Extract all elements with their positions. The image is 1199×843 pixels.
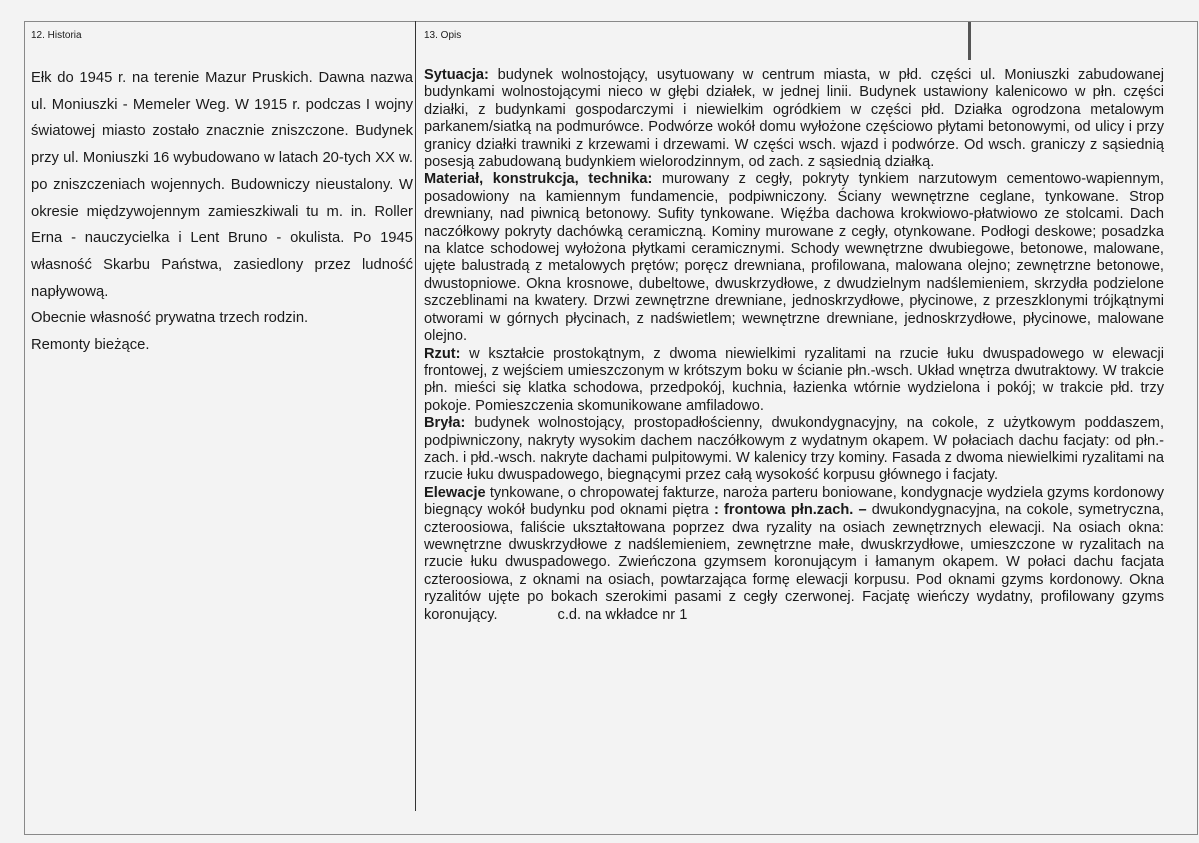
material-text: murowany z cegły, pokryty tynkiem narzutowym cementowo-wapiennym, posadowiony na kamiennym fundamencie, podpiwniczony. Ściany wewnętrzne ceglane, tynkowane. Strop drewniany, nad piwnicą betonowy. Sufity tynkowane. Więźba dachowa krokwiowo-płatwiowo ze stolcami. Dach naczółkowy pokryty dachówką ceramiczną. Kominy murowane z cegły, otynkowane. Podłogi deskowe; posadzka na klatce schodowej wyłożona płytkami ceramicznymi. Schody wewnętrzne dwubiegowe, betonowe, malowane, ujęte balustradą z metalowych prętów; poręcz drewniana, profilowana, malowana olejno; zewnętrzne betonowe, dwustopniowe. Okna krosnowe, dubeltowe, dwuskrzydłowe, z dwudzielnym nadślemieniem, skrzydła podzielone szczeblinami na kwatery. Drzwi zewnętrzne drewniane, jednoskrzydłowe, płycinowe, z przeszklonymi trójkątnymi otworami w górnych płycinach, z nadświetlem; wewnętrzne drewniane, jednoskrzydłowe, płycinowe, malowane olejno. bbox=[424, 171, 1164, 345]
bryla-label: Bryła: bbox=[424, 415, 466, 432]
historia-header: 12. Historia bbox=[31, 30, 82, 41]
opis-elewacje bbox=[424, 485, 1164, 624]
sytuacja-text: budynek wolnostojący, usytuowany w centrum miasta, w płd. części ul. Moniuszki zabudowanej budynkami wolnostojącymi nieco w głębi działek, w jednej linii. Budynek ustawiony kalenicowo w płn. części działki, z budynkami gospodarczymi i niewielkim ogródkiem w części płd. Działka ogrodzona metalowym parkanem/siatką na podmurówce. Podwórze wokół domu wyłożone częściowo płytami betonowymi, od ulicy i przy granicy działki trawniki z krzewami i drzewami. W części wsch. wjazd i podwórze. Od wsch. graniczy z sąsiednią posesją zabudowaną budynkiem wielorodzinnym, od zach. z sąsiednią działką. bbox=[424, 67, 1164, 171]
opis-material bbox=[424, 171, 1164, 345]
column-divider bbox=[415, 21, 416, 811]
rzut-label: Rzut: bbox=[424, 345, 461, 362]
continued-note: c.d. na wkładce nr 1 bbox=[557, 606, 688, 623]
historia-column bbox=[31, 65, 413, 359]
opis-column bbox=[424, 67, 1164, 624]
historia-ownership: Obecnie własność prywatna trzech rodzin. bbox=[31, 310, 309, 327]
rzut-text: w kształcie prostokątnym, z dwoma niewielkimi ryzalitami na rzucie łuku dwuspadowego w elewacji frontowej, z wejściem umieszczonym w krótszym boku w ścianie płn.-wsch. Układ wnętrza dwutraktowy. W trakcie płn. mieści się klatka schodowa, przedpokój, kuchnia, łazienka wtórnie wydzielona i pokój; w trakcie płd. trzy pokoje. Pomieszczenia skomunikowane amfiladowo. bbox=[424, 345, 1164, 414]
scan-mark bbox=[968, 22, 971, 60]
bryla-text: budynek wolnostojący, prostopadłościenny, dwukondygnacyjny, na cokole, z użytkowym poddaszem, podpiwniczony, nakryty wysokim dachem naczółkowym z wydatnym okapem. W połaciach dachu facjaty: od płn.-zach. i płd.-wsch. nakryte dachami pulpitowymi. W kalenicy trzy kominy. Fasada z dwoma niewielkimi ryzalitami na rzucie łuku dwuspadowego, biegnącymi przez całą wysokość korpusu głównego i facjaty. bbox=[424, 415, 1164, 484]
material-label: Materiał, konstrukcja, technika: bbox=[424, 171, 653, 188]
opis-rzut bbox=[424, 346, 1164, 416]
opis-header: 13. Opis bbox=[424, 30, 462, 41]
opis-sytuacja bbox=[424, 67, 1164, 171]
historia-repairs: Remonty bieżące. bbox=[31, 337, 150, 354]
elewacje-text-2: dwukondygnacyjna, na cokole, symetryczna, czteroosiowa, faliście ukształtowana poprzez dwa ryzality na osiach zewnętrznych elewacji. Na osiach okna: wewnętrzne dwuskrzydłowe z nadślemieniem, zewnętrzne małe, dwuskrzydłowe, umieszczone w ryzalitach na rzucie łuku dwuspadowego. Zwieńczona gzymsem koronującym i łamanym okapem. W połaci dachu facjata czteroosiowa, z oknami na osiach, powtarzająca formę elewacji korpusu. Pod oknami gzyms kordonowy. Okna ryzalitów ujęte po bokach szerokimi pasami z cegły czerwonej. Facjatę wieńczy wydatny, profilowany gzyms koronujący. bbox=[424, 502, 1164, 623]
elewacje-label: Elewacje bbox=[424, 484, 486, 501]
sytuacja-label: Sytuacja: bbox=[424, 67, 489, 83]
frontowa-label: : frontowa płn.zach. – bbox=[713, 502, 867, 519]
opis-bryla bbox=[424, 415, 1164, 485]
historia-paragraph: Ełk do 1945 r. na terenie Mazur Pruskich. Dawna nazwa ul. Moniuszki - Memeler Weg. W 1915 r. podczas I wojny światowej miasto zostało znacznie zniszczone. Budynek przy ul. Moniuszki 16 wybudowano w latach 20-tych XX w. po zniszczeniach wojennych. Budowniczy nieustalony. W okresie międzywojennym zamieszkiwali tu m. in. Roller Erna - nauczycielka i Lent Bruno - okulista. Po 1945 własność Skarbu Państwa, zasiedlony przez ludność napływową. bbox=[31, 70, 413, 300]
elewacje-text: tynkowane, o chropowatej fakturze, naroża parteru boniowane, kondygnacje wydziela gzyms kordonowy biegnący wokół budynku pod oknami piętra bbox=[424, 484, 1164, 519]
